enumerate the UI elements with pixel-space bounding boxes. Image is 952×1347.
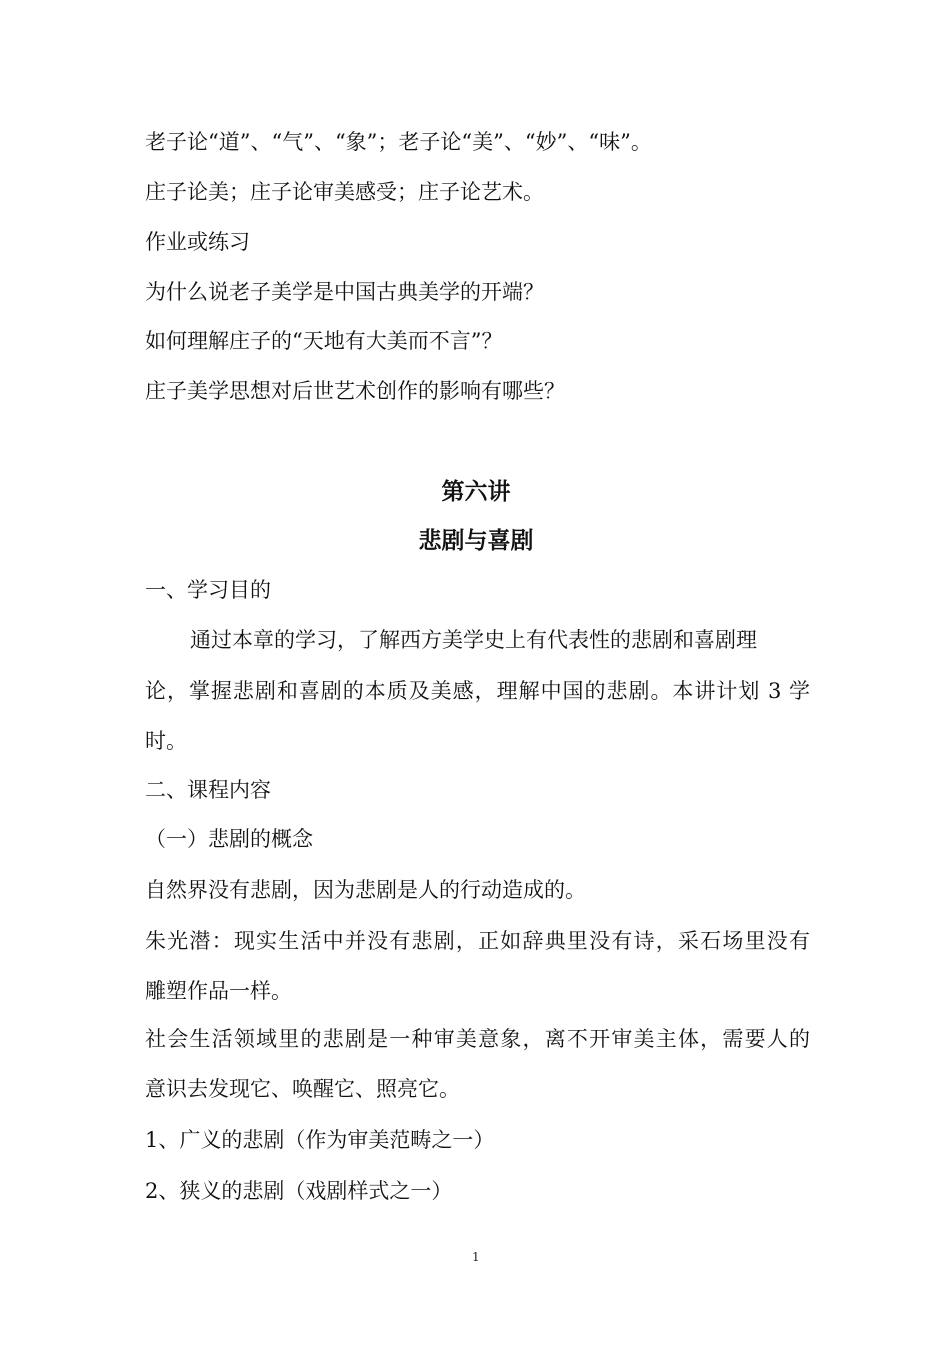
homework-title: 作业或练习 <box>145 230 250 254</box>
lecture-title-heading: 悲剧与喜剧 <box>418 528 534 554</box>
page-number: 1 <box>472 1250 480 1264</box>
tragedy-concept-subheading: （一）悲剧的概念 <box>145 827 313 851</box>
objectives-paragraph-line: 论，掌握悲剧和喜剧的本质及美感，理解中国的悲剧。本讲计划 3 学 <box>145 679 810 703</box>
zhuangzi-topics-line: 庄子论美；庄子论审美感受；庄子论艺术。 <box>145 180 544 204</box>
objectives-paragraph-line: 时。 <box>145 729 187 753</box>
laozi-topics-line: 老子论“道”、“气”、“象”；老子论“美”、“妙”、“味”。 <box>145 130 652 154</box>
course-content-heading: 二、课程内容 <box>145 778 271 802</box>
broad-tragedy-item: 1、广义的悲剧（作为审美范畴之一） <box>145 1128 495 1152</box>
lecture-number-heading: 第六讲 <box>441 479 511 505</box>
homework-question: 为什么说老子美学是中国古典美学的开端？ <box>145 280 544 304</box>
social-tragedy-line: 意识去发现它、唤醒它、照亮它。 <box>145 1077 460 1101</box>
zhu-guangqian-quote-line: 朱光潜：现实生活中并没有悲剧，正如辞典里没有诗，采石场里没有 <box>145 929 810 953</box>
social-tragedy-line: 社会生活领域里的悲剧是一种审美意象，离不开审美主体，需要人的 <box>145 1027 810 1051</box>
nature-statement: 自然界没有悲剧，因为悲剧是人的行动造成的。 <box>145 878 586 902</box>
objectives-paragraph-line: 通过本章的学习，了解西方美学史上有代表性的悲剧和喜剧理 <box>190 628 757 652</box>
homework-question: 庄子美学思想对后世艺术创作的影响有哪些？ <box>145 379 565 403</box>
homework-question: 如何理解庄子的“天地有大美而不言”？ <box>145 329 503 353</box>
zhu-guangqian-quote-line: 雕塑作品一样。 <box>145 979 292 1003</box>
objectives-heading: 一、学习目的 <box>145 578 271 602</box>
narrow-tragedy-item: 2、狭义的悲剧（戏剧样式之一） <box>145 1179 453 1203</box>
